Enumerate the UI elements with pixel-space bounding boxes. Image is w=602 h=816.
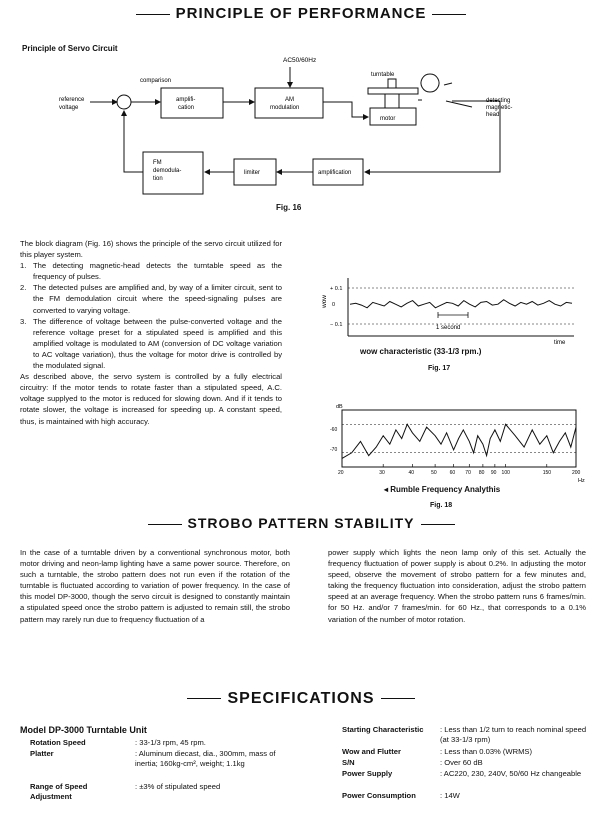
spec-value: : Less than 0.03% (WRMS) <box>440 747 533 756</box>
spec-row: Power Consumption <box>342 791 416 800</box>
motor-block: motor <box>380 116 396 122</box>
principle-intro: The block diagram (Fig. 16) shows the principle of the servo circuit utilized for this player system. <box>20 239 282 260</box>
rumble-x-tick: 40 <box>408 470 415 476</box>
spec-row: Starting Characteristic <box>342 725 424 734</box>
wow-ylabel: wow <box>321 294 328 308</box>
fig16-caption: Fig. 16 <box>276 203 302 212</box>
strobo-left-column: In the case of a turntable driven by a conventional synchronous motor, both motor driving and neon-lamp lighting have a same power source. Therefore, on such a turntable, the strobo pattern does not run even if the rotation of the turntable is fluctuated according to variation of power frequency. In the case of this model DP-3000, though the servo circuit is designed to constantly maintain a stipulated speed once the strobo pattern is adjusted to remain still, the strobo pattern may rarely run due to frequency fluctuation of a <box>20 548 290 624</box>
fm-block-2: demodula- <box>153 168 182 174</box>
fig18-caption: Fig. 18 <box>430 502 453 509</box>
principle-item: 2. The detected pulses are amplified and, by way of a limiter circuit, sent to the FM demodulation circuit where the speed-signaling pulses are converted to varying voltage. <box>20 283 282 315</box>
spec-value: : Over 60 dB <box>440 758 483 767</box>
spec-row: S/N <box>342 758 355 767</box>
amplification-block-3: amplification <box>318 170 352 176</box>
amplification-block-1: amplifi- <box>176 97 196 103</box>
wow-xlabel: time <box>554 340 566 346</box>
wow-chart <box>318 270 588 350</box>
head-label-3: head <box>486 112 500 118</box>
wow-series-line <box>350 300 572 308</box>
turntable-label: turntable <box>371 72 395 78</box>
spec-row: Power Supply <box>342 769 393 778</box>
fig17-caption: Fig. 17 <box>428 365 451 372</box>
rumble-x-tick: 100 <box>501 470 510 476</box>
principle-conclusion: As described above, the servo system is controlled by a fully electrical circuitry: If the motor tends to rotate faster than a stipulated speed, A.C. voltage supplyed to the motor is reduced for slowing down. And if it tends to rotate slower, the voltage is increased for speeding up. A constant speed, thus, is maintained with high accuracy. <box>20 372 282 426</box>
fm-block-3: tion <box>153 176 163 182</box>
am-block-1: AM <box>285 97 294 103</box>
spec-row: Platter <box>30 749 54 758</box>
rumble-db-label: dB <box>336 404 343 410</box>
limiter-block: limiter <box>244 170 260 176</box>
heading-rule <box>381 698 415 699</box>
rumble-y-tick: -70 <box>330 447 338 453</box>
spec-row: Rotation Speed <box>30 738 86 747</box>
rumble-x-tick: 20 <box>338 470 344 476</box>
rumble-x-tick: 80 <box>478 470 485 476</box>
heading-rule <box>187 698 221 699</box>
wow-tick: 0 <box>332 302 336 308</box>
heading-rule <box>148 524 182 525</box>
ac-label: AC50/60Hz <box>283 57 317 64</box>
head-label-2: magnetic- <box>486 105 513 111</box>
rumble-x-tick: 30 <box>379 470 385 476</box>
wow-chart-title: wow characteristic (33-1/3 rpm.) <box>360 347 482 356</box>
reference-label-2: voltage <box>59 105 79 111</box>
rumble-x-tick: 70 <box>465 470 471 476</box>
rumble-x-tick: 60 <box>449 470 456 476</box>
head-label-1: detecting <box>486 98 511 104</box>
amplification-block-2: cation <box>178 105 195 111</box>
rumble-x-tick: 200 <box>572 470 581 476</box>
spec-model-title: Model DP-3000 Turntable Unit <box>20 725 147 735</box>
principle-text <box>20 238 282 427</box>
rumble-chart-title: ◂ Rumble Frequency Analythis <box>384 485 501 494</box>
servo-subtitle: Principle of Servo Circuit <box>22 44 118 53</box>
spec-value: : 14W <box>440 791 460 800</box>
spec-row: Wow and Flutter <box>342 747 401 756</box>
comparison-label: comparison <box>140 78 172 84</box>
rumble-x-unit: Hz <box>578 478 585 484</box>
strobo-right-column: power supply which lights the neon lamp only of this set. Actually the frequency fluctuation of power supply is about 0.2%. In adjusting the motor speed, observe the movement of strobo pattern for a few minutes and, taking the frequency fluctuation into consideration, adjust the strobo pattern speed at an average frequency. When the strobo pattern runs 6 frames/min. for 50 Hz. and/or 7 frames/min. for 60 Hz., that corresponds to a 0.1% variation of the number of motor rotation. <box>328 548 586 624</box>
heading-rule <box>432 14 466 15</box>
rumble-series-line <box>342 424 576 458</box>
strobo-heading: STROBO PATTERN STABILITY <box>0 515 602 531</box>
wow-tick: + 0.1 <box>330 286 343 292</box>
rumble-x-tick: 150 <box>542 470 552 476</box>
spec-value: : Less than 1/2 turn to reach nominal speed (at 33-1/3 rpm) <box>440 725 587 744</box>
principle-item: 1. The detecting magnetic-head detects the turntable speed as the frequency of pulses. <box>20 261 282 282</box>
fm-block-1: FM <box>153 160 162 166</box>
rumble-chart <box>326 400 594 484</box>
wow-tick: − 0.1 <box>330 322 343 328</box>
spec-value: : ±3% of stipulated speed <box>135 782 221 791</box>
wow-second-label: 1 second <box>436 325 461 331</box>
rumble-y-tick: -60 <box>330 427 338 433</box>
rumble-x-tick: 50 <box>431 470 437 476</box>
specs-heading: SPECIFICATIONS <box>0 690 602 708</box>
heading-rule <box>421 524 455 525</box>
spec-value: : AC220, 230, 240V, 50/60 Hz changeable <box>440 769 582 778</box>
spec-value: : 33-1/3 rpm, 45 rpm. <box>135 738 206 747</box>
servo-block-diagram <box>0 55 602 215</box>
am-block-2: modulation <box>270 105 300 111</box>
spec-value: : Aluminum diecast, dia., 300mm, mass of inertia; 160kg-cm², weight; 1.1kg <box>135 749 276 768</box>
heading-rule <box>136 14 170 15</box>
reference-label-1: reference <box>59 97 85 103</box>
spec-row: Range of Speed Adjustment <box>30 782 88 801</box>
rumble-x-tick: 90 <box>490 470 497 476</box>
principle-heading: PRINCIPLE OF PERFORMANCE <box>0 5 602 22</box>
principle-item: 3. The difference of voltage between the pulse-converted voltage and the reference voltage preset for a stipulated speed is amplified and this amplified voltage is modulated to AM (conversion of DC voltage variation to AC voltage variation), thus the voltage for motor drive is controlled by the modulated signal. <box>20 316 282 371</box>
